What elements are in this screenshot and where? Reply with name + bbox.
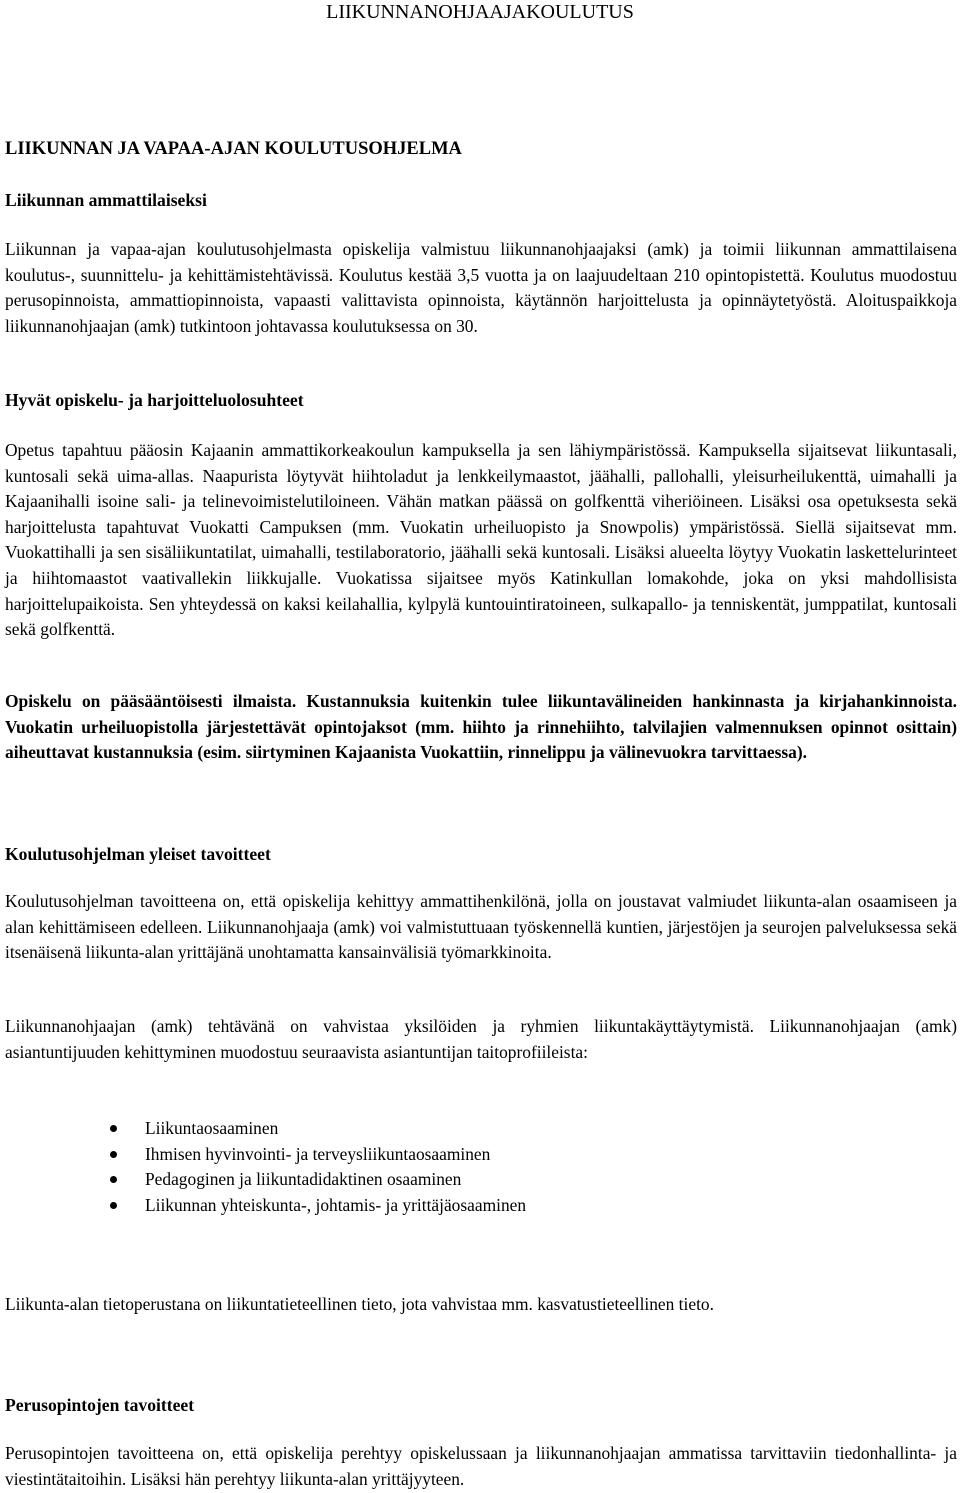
list-item bbox=[110, 1116, 630, 1142]
document-header: LIIKUNNANOHJAAJAKOULUTUS bbox=[326, 1, 634, 23]
facilities-paragraph: Opetus tapahtuu pääosin Kajaanin ammattikorkeakoulun kampuksella ja sen lähiympäristössä. Kampuksella sijaitsevat liikuntasali, kuntosali sekä uima-allas. Naapurista löytyvät hiihtoladut ja lenkkeilymaastot, jäähalli, pallohalli, yleisurheilukenttä, uimahalli ja Kajaanihalli isoine sali- ja telinevoimistelutiloineen. Vähän matkan päässä on golfkenttä viheriöineen. Lisäksi osa opetuksesta sekä harjoittelusta tapahtuvat Vuokatti Campuksen (mm. Vuokatin urheiluopisto ja Snowpolis) ympäristössä. Siellä sijaitsevat mm. Vuokattihalli ja sen sisäliikuntatilat, uimahalli, testilaboratorio, jäähalli sekä kuntosali. Lisäksi alueelta löytyy Vuokatin laskettelurinteet ja hiihtomaastot vaativallekin liikkujalle. Vuokatissa sijaitsee myös Katinkullan lomakohde, joka on yksi mahdollisista harjoittelupaikoista. Sen yhteydessä on kaksi keilahallia, kylpylä kuntouintiratoineen, sulkapallo- ja tenniskentät, jumppatilat, kuntosali sekä golfkenttä. bbox=[5, 440, 957, 640]
list-item-label: Pedagoginen ja liikuntadidaktinen osaaminen bbox=[145, 1169, 462, 1189]
bullet-icon bbox=[110, 1125, 117, 1132]
goals-paragraph-2: Liikunnanohjaajan (amk) tehtävänä on vahvistaa yksilöiden ja ryhmien liikuntakäyttäytymistä. Liikunnanohjaajan (amk) asiantuntijuuden kehittyminen muodostuu seuraavista asiantuntijan taitoprofiileista: bbox=[5, 1016, 957, 1062]
facilities-heading: Hyvät opiskelu- ja harjoitteluolosuhteet bbox=[5, 390, 304, 410]
basic-studies-heading: Perusopintojen tavoitteet bbox=[5, 1395, 195, 1415]
list-item bbox=[110, 1167, 630, 1193]
list-item-label: Liikunnan yhteiskunta-, johtamis- ja yrittäjäosaaminen bbox=[145, 1194, 527, 1215]
bullet-icon bbox=[110, 1176, 117, 1183]
list-item bbox=[110, 1193, 630, 1219]
program-title: LIIKUNNAN JA VAPAA-AJAN KOULUTUSOHJELMA bbox=[5, 139, 462, 159]
list-item bbox=[110, 1142, 630, 1168]
basic-studies-paragraph: Perusopintojen tavoitteena on, että opiskelija perehtyy opiskelussaan ja liikunnanohjaajan ammatissa tarvittaviin tiedonhallinta- ja viestintätaitoihin. Lisäksi hän perehtyy liikunta-alan yrittäjyyteen. bbox=[5, 1443, 957, 1489]
list-item-label: Liikuntaosaaminen bbox=[145, 1118, 279, 1138]
bullet-icon bbox=[110, 1151, 117, 1158]
bullet-icon bbox=[110, 1202, 117, 1209]
knowledge-base-paragraph: Liikunta-alan tietoperustana on liikuntatieteellinen tieto, jota vahvistaa mm. kasvatustieteellinen tieto. bbox=[5, 1294, 714, 1314]
program-intro-paragraph: Liikunnan ja vapaa-ajan koulutusohjelmasta opiskelija valmistuu liikunnanohjaajaksi (amk) ja toimii liikunnan ammattilaisena koulutus-, suunnittelu- ja kehittämistehtävissä. Koulutus kestää 3,5 vuotta ja on laajuudeltaan 210 opintopistettä. Koulutus muodostuu perusopinnoista, ammattiopinnoista, vapaasti valittavista opinnoista, käytännön harjoittelusta ja opinnäytetyöstä. Aloituspaikkoja liikunnanohjaajan (amk) tutkintoon johtavassa koulutuksessa on 30. bbox=[5, 239, 957, 336]
list-item-label: Ihmisen hyvinvointi- ja terveysliikuntaosaaminen bbox=[145, 1143, 491, 1164]
costs-paragraph: Opiskelu on pääsääntöisesti ilmaista. Kustannuksia kuitenkin tulee liikuntavälineiden hankinnasta ja kirjahankinnoista. Vuokatin urheiluopistolla järjestettävät opintojaksot (mm. hiihto ja rinnehiihto, talvilajien valmennuksen opinnot osittain) aiheuttavat kustannuksia (esim. siirtyminen Kajaanista Vuokattiin, rinnelippu ja välinevuokra tarvittaessa). bbox=[5, 691, 957, 763]
program-subtitle: Liikunnan ammattilaiseksi bbox=[5, 190, 207, 210]
goals-paragraph-1: Koulutusohjelman tavoitteena on, että opiskelija kehittyy ammattihenkilönä, jolla on joustavat valmiudet liikunta-alan osaamiseen ja alan kehittämiseen edelleen. Liikunnanohjaaja (amk) voi valmistuttuaan työskennellä kuntien, järjestöjen ja seurojen palveluksessa sekä itsenäisenä liikunta-alan yrittäjänä unohtamatta kansainvälisiä työmarkkinoita. bbox=[5, 891, 957, 963]
goals-heading: Koulutusohjelman yleiset tavoitteet bbox=[5, 844, 271, 864]
skill-profile-list bbox=[110, 1116, 630, 1218]
